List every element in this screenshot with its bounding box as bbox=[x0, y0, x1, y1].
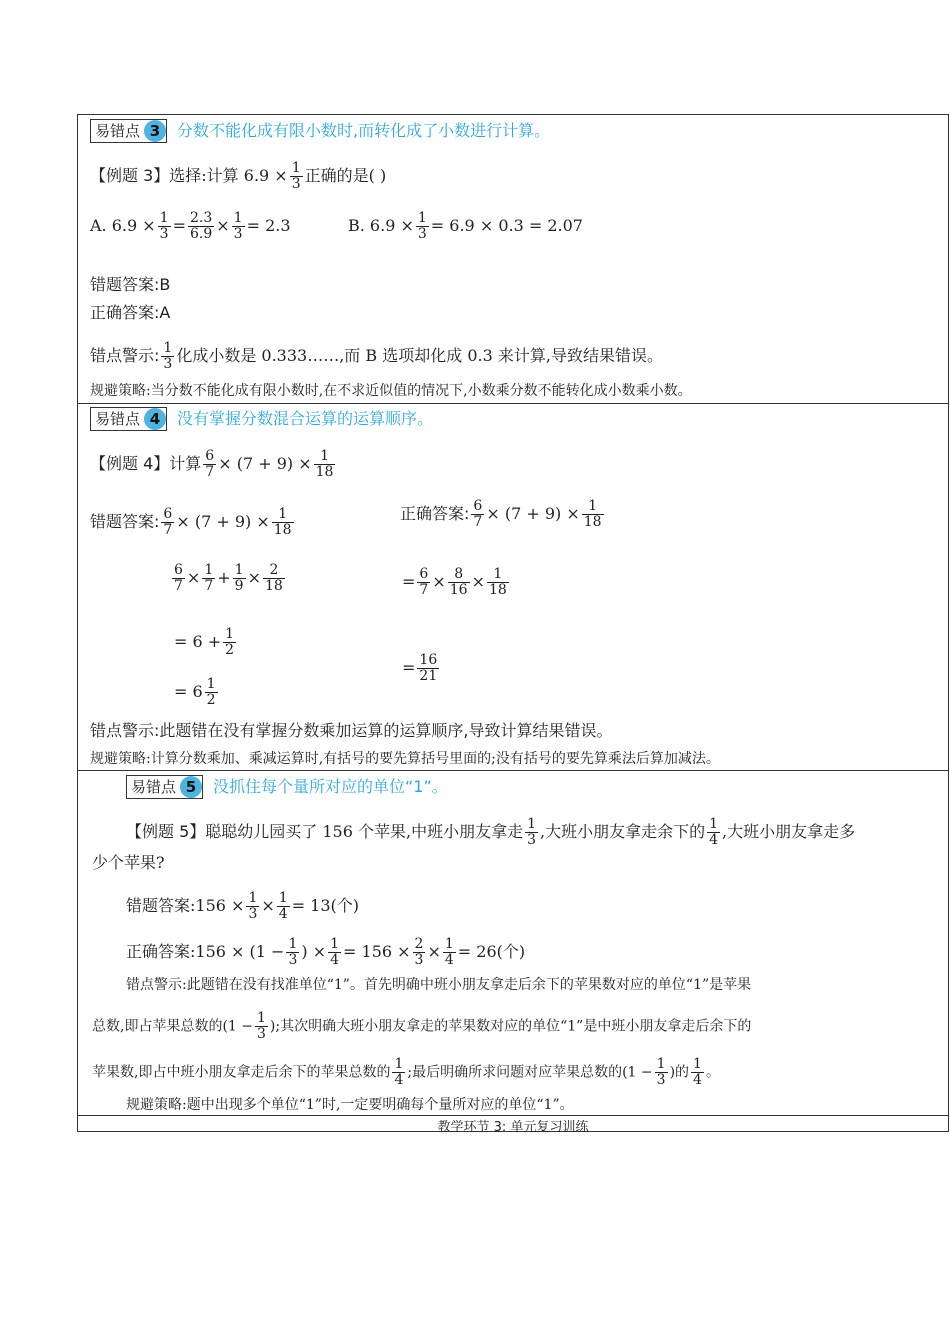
section-5-header bbox=[126, 775, 448, 799]
divider bbox=[78, 403, 948, 404]
example-3: 【例题 3】选择:计算 6.9 × $\frac{1}{3}$ 正确的是( ) bbox=[90, 160, 387, 192]
error-point-tag: 易错点 4 bbox=[90, 407, 167, 431]
section-title: 没抓住每个量所对应的单位“1”。 bbox=[213, 777, 448, 796]
error-warning-line-2: 总数,即占苹果总数的(1 − $\frac{1}{3}$ );其次明确大班小朋友拿走的苹果数对应的单位“1”是中班小朋友拿走后余下的 bbox=[92, 1010, 752, 1042]
correct-step-3: = $\frac{16}{21}$ bbox=[402, 652, 438, 684]
divider bbox=[78, 770, 948, 771]
error-point-tag: 易错点 5 bbox=[126, 775, 203, 799]
option-a: A. 6.9 × $\frac{1}{3}$ = $\frac{2.3}{6.9}$ × $\frac{1}{3}$ = 2.3 bbox=[90, 210, 291, 242]
error-warning: 错点警示:此题错在没有找准单位“1”。首先明确中班小朋友拿走后余下的苹果数对应的单位“1”是苹果 bbox=[126, 977, 752, 993]
section-4-header bbox=[90, 407, 433, 431]
error-warning: 错点警示:此题错在没有掌握分数乘加运算的运算顺序,导致计算结果错误。 bbox=[90, 721, 613, 740]
avoid-strategy: 规避策略:当分数不能化成有限小数时,在不求近似值的情况下,小数乘分数不能转化成小数乘小数。 bbox=[90, 383, 692, 399]
correct-answer: 正确答案:A bbox=[90, 303, 171, 322]
section-title: 分数不能化成有限小数时,而转化成了小数进行计算。 bbox=[177, 121, 551, 140]
footer-caption: 教学环节 3: 单元复习训练 bbox=[437, 1120, 589, 1135]
example-5: 【例题 5】聪聪幼儿园买了 156 个苹果,中班小朋友拿走 $\frac{1}{3}$ ,大班小朋友拿走余下的 $\frac{1}{4}$ ,大班小朋友拿走多 bbox=[126, 816, 856, 848]
correct-step-2: = $\frac{6}{7}$ × $\frac{8}{16}$ × $\frac{1}{18}$ bbox=[402, 566, 507, 598]
option-b: B. 6.9 × $\frac{1}{3}$ = 6.9 × 0.3 = 2.07 bbox=[348, 210, 583, 242]
error-point-tag: 易错点 3 bbox=[90, 119, 167, 143]
wrong-step-4: = 6 $\frac{1}{2}$ bbox=[174, 676, 216, 708]
example-5-line-2: 少个苹果? bbox=[92, 853, 165, 872]
correct-answer: 正确答案: $\frac{6}{7}$ × (7 + 9) × $\frac{1}{18}$ bbox=[400, 498, 602, 530]
example-4: 【例题 4】计算 $\frac{6}{7}$ × (7 + 9) × $\frac{1}{18}$ bbox=[90, 448, 334, 480]
wrong-answer: 错题答案:156 × $\frac{1}{3}$ × $\frac{1}{4}$ = 13(个) bbox=[126, 890, 360, 922]
wrong-answer: 错题答案:B bbox=[90, 275, 171, 294]
avoid-strategy: 规避策略:计算分数乘加、乘减运算时,有括号的要先算括号里面的;没有括号的要先算乘法后算加减法。 bbox=[90, 751, 720, 767]
wrong-step-3: = 6 + $\frac{1}{2}$ bbox=[174, 626, 235, 658]
correct-answer: 正确答案:156 × (1 − $\frac{1}{3}$ ) × $\frac{1}{4}$ = 156 × $\frac{2}{3}$ × $\frac{1}{4}$ = 26(个) bbox=[126, 936, 526, 968]
error-warning: 错点警示: $\frac{1}{3}$ 化成小数是 0.333……,而 B 选项却化成 0.3 来计算,导致结果错误。 bbox=[90, 340, 663, 372]
wrong-step-2: $\frac{6}{7}$ × $\frac{1}{7}$ + $\frac{1}{9}$ × $\frac{2}{18}$ bbox=[174, 562, 283, 594]
section-title: 没有掌握分数混合运算的运算顺序。 bbox=[177, 409, 434, 428]
section-3-header bbox=[90, 119, 550, 143]
content-frame bbox=[77, 114, 949, 1132]
avoid-strategy: 规避策略:题中出现多个单位“1”时,一定要明确每个量所对应的单位“1”。 bbox=[126, 1097, 574, 1113]
wrong-answer: 错题答案: $\frac{6}{7}$ × (7 + 9) × $\frac{1}{18}$ bbox=[90, 506, 292, 538]
error-warning-line-3: 苹果数,即占中班小朋友拿走后余下的苹果总数的 $\frac{1}{4}$ ;最后明确所求问题对应苹果总数的(1 − $\frac{1}{3}$ )的 $\frac{1}{4}$ 。 bbox=[92, 1056, 720, 1088]
